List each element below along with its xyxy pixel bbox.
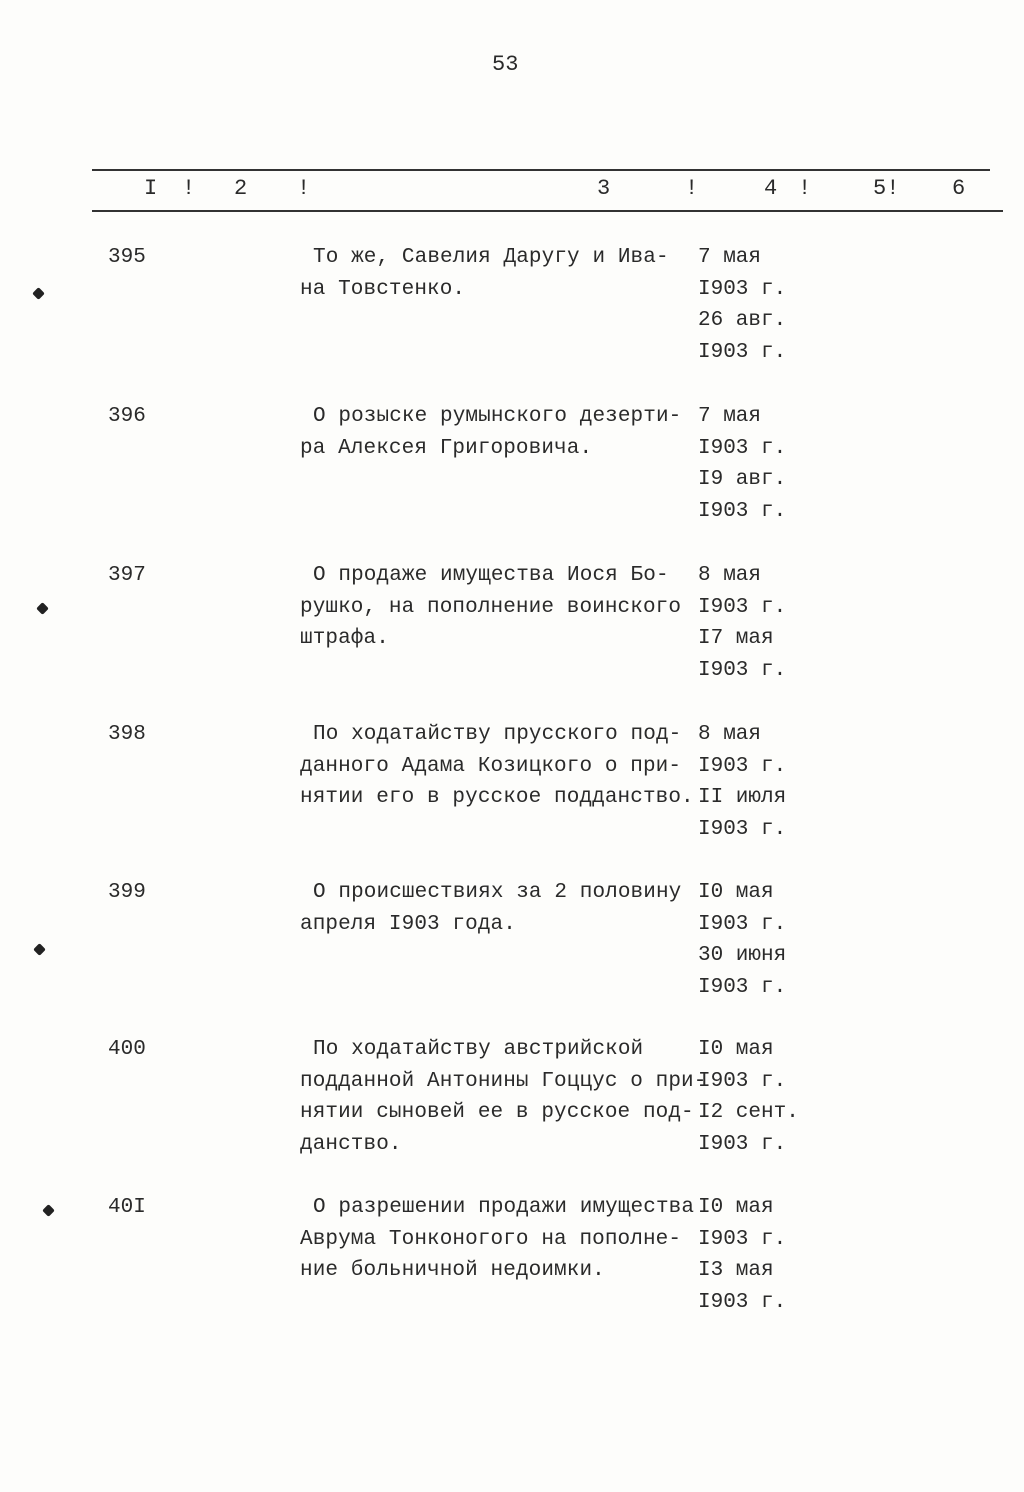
date-line: I903 г. — [698, 754, 787, 778]
description-line: Аврума Тонконогого на пополне- — [300, 1227, 682, 1251]
entry-number: 397 — [108, 564, 146, 587]
date-line: I903 г. — [698, 1069, 787, 1093]
table-row — [0, 881, 1024, 1021]
table-row — [0, 723, 1024, 863]
date-line: I903 г. — [698, 340, 787, 364]
column-header-5: 5! — [873, 176, 900, 201]
date-line: I903 г. — [698, 436, 787, 460]
description-line: апреля I903 года. — [300, 912, 516, 936]
column-separator: ! — [798, 176, 812, 201]
description-line: подданной Антонины Гоццус о при- — [300, 1069, 707, 1093]
date-line: I903 г. — [698, 1227, 787, 1251]
column-separator: ! — [685, 176, 699, 201]
date-line: I903 г. — [698, 817, 787, 841]
description-line: нятии его в русское подданство. — [300, 786, 694, 810]
description-line: данство. — [300, 1132, 402, 1156]
description-line: штрафа. — [300, 627, 389, 651]
date-line: I0 мая — [698, 1196, 774, 1219]
description-line: О происшествиях за 2 половину — [313, 881, 682, 904]
date-line: 8 мая — [698, 564, 762, 587]
page-number: 53 — [492, 52, 519, 77]
table-row — [0, 405, 1024, 545]
column-header-4: 4 — [764, 176, 778, 201]
date-line: I2 сент. — [698, 1101, 799, 1125]
column-header-6: 6 — [952, 176, 966, 201]
date-line: I903 г. — [698, 277, 787, 301]
date-line: I0 мая — [698, 1038, 774, 1061]
column-header-2: 2 — [234, 176, 248, 201]
description-line: рушко, на пополнение воинского — [300, 595, 682, 619]
entry-number: 399 — [108, 881, 146, 904]
date-line: I903 г. — [698, 1290, 787, 1314]
description-line: на Товстенко. — [300, 277, 466, 301]
date-line: I903 г. — [698, 975, 787, 999]
header-bottom-rule — [92, 210, 1003, 212]
description-line: данного Адама Козицкого о при- — [300, 754, 682, 778]
date-line: 26 авг. — [698, 309, 787, 333]
date-line: I0 мая — [698, 881, 774, 904]
description-line: О розыске румынского дезерти- — [313, 405, 682, 428]
table-row — [0, 1038, 1024, 1178]
entry-number: 396 — [108, 405, 146, 428]
header-top-rule — [92, 169, 990, 171]
description-line: О продаже имущества Иося Бо- — [313, 564, 669, 587]
description-line: По ходатайству австрийской — [313, 1038, 644, 1061]
column-separator: ! — [297, 176, 311, 201]
date-line: I9 авг. — [698, 468, 787, 492]
entry-number: 40I — [108, 1196, 146, 1219]
column-separator: ! — [182, 176, 196, 201]
date-line: I3 мая — [698, 1259, 774, 1283]
description-line: По ходатайству прусского под- — [313, 723, 682, 746]
date-line: I903 г. — [698, 1132, 787, 1156]
table-row — [0, 246, 1024, 386]
column-header-3: 3 — [597, 176, 611, 201]
date-line: 7 мая — [698, 246, 762, 269]
date-line: 30 июня — [698, 944, 787, 968]
entry-number: 400 — [108, 1038, 146, 1061]
date-line: I7 мая — [698, 627, 774, 651]
description-line: нятии сыновей ее в русское под- — [300, 1101, 694, 1125]
date-line: II июля — [698, 786, 787, 810]
description-line: ние больничной недоимки. — [300, 1259, 605, 1283]
date-line: 7 мая — [698, 405, 762, 428]
description-line: То же, Савелия Даругу и Ива- — [313, 246, 669, 269]
table-row — [0, 564, 1024, 704]
date-line: I903 г. — [698, 595, 787, 619]
table-row — [0, 1196, 1024, 1336]
entry-number: 398 — [108, 723, 146, 746]
description-line: ра Алексея Григоровича. — [300, 436, 593, 460]
date-line: I903 г. — [698, 499, 787, 523]
description-line: О разрешении продажи имущества — [313, 1196, 695, 1219]
entry-number: 395 — [108, 246, 146, 269]
date-line: I903 г. — [698, 658, 787, 682]
date-line: 8 мая — [698, 723, 762, 746]
column-header-1: I — [144, 176, 158, 201]
date-line: I903 г. — [698, 912, 787, 936]
